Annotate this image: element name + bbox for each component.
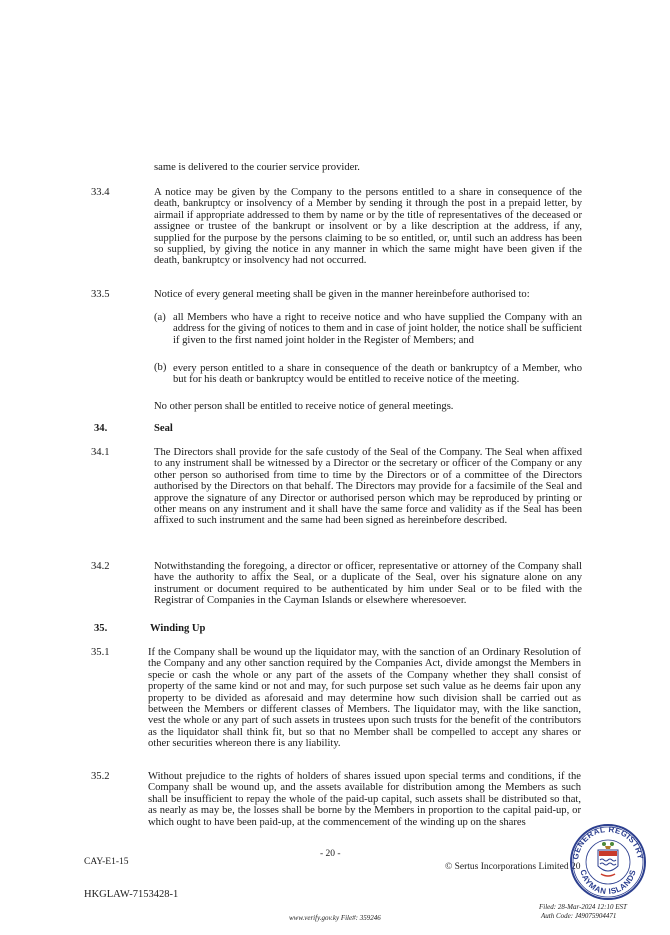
clause-35-2-text: Without prejudice to the rights of holders of shares issued upon special terms and conditions, if the Company shall be wound up, and the assets available for distribution among the Members as such shall be insufficient to repay the whole of the paid-up capital, such assets shall be distributed so that, as nearly as may be, the losses shall be borne by the Members in proportion to the capital paid-up, or which ought to have been paid-up, at the commencement of the winding up on the shares [148, 771, 581, 828]
clause-34-2-text: Notwithstanding the foregoing, a director or officer, representative or attorney of the Company shall have the authority to affix the Seal, or a duplicate of the Seal, over his signature alone on any instrument or document required to be authenticated by him under Seal or to be filed with the Registrar of Companies in the Cayman Islands or elsewhere wheresoever. [154, 561, 582, 607]
item-a-text: all Members who have a right to receive notice and who have supplied the Company with an address for the giving of notices to them and in case of joint holder, the notice shall be sufficient if given to the first named joint holder in the Register of Members; and [173, 312, 582, 346]
clause-number-34-2: 34.2 [91, 561, 110, 572]
item-b-label: (b) [154, 362, 167, 373]
verify-url: www.verify.gov.ky File#: 359246 [289, 914, 381, 922]
seal-top-text: GENERAL REGISTRY [571, 824, 645, 861]
section-number-35: 35. [94, 623, 108, 634]
auth-code: Auth Code: J49075904471 [541, 912, 617, 920]
clause-35-1-text: If the Company shall be wound up the liquidator may, with the sanction of an Ordinary Resolution of the Company and any other sanction required by the Companies Act, divide amongst the Members in specie or cash the whole or any part of the assets of the Company whether they shall consist of property of the same kind or not and may, for such purpose set such value as he deems fair upon any property to be divided as aforesaid and may determine how such division shall be carried out as between the Members or different classes of Members. The liquidator may, with the like sanction, vest the whole or any part of such assets in trustees upon such trusts for the benefit of the contributors as the liquidator shall think fit, but so that no Member shall be compelled to accept any shares or other securities whereon there is any liability. [148, 647, 581, 750]
section-title-winding-up: Winding Up [150, 623, 206, 634]
clause-number-33-4: 33.4 [91, 187, 110, 198]
clause-number-34-1: 34.1 [91, 447, 110, 458]
document-reference: HKGLAW-7153428-1 [84, 889, 179, 900]
clause-33-5-text: Notice of every general meeting shall be given in the manner hereinbefore authorised to: [154, 289, 530, 300]
seal-bottom-text: CAYMAN ISLANDS [578, 868, 638, 897]
section-number-34: 34. [94, 423, 108, 434]
clause-number-33-5: 33.5 [91, 289, 110, 300]
clause-number-35-2: 35.2 [91, 771, 110, 782]
item-a-label: (a) [154, 312, 166, 323]
item-b-text: every person entitled to a share in consequence of the death or bankruptcy of a Member, who but for his death or bankruptcy would be entitled to receive notice of the meeting. [173, 363, 582, 386]
document-code: CAY-E1-15 [84, 857, 129, 867]
clause-33-5-closing: No other person shall be entitled to receive notice of general meetings. [154, 401, 454, 412]
copyright-notice: © Sertus Incorporations Limited 20 [445, 862, 581, 872]
section-title-seal: Seal [154, 423, 173, 434]
carryover-text: same is delivered to the courier service provider. [154, 162, 360, 173]
clause-number-35-1: 35.1 [91, 647, 110, 658]
clause-33-4-text: A notice may be given by the Company to the persons entitled to a share in consequence of the death, bankruptcy or insolvency of a Member by sending it through the post in a prepaid letter, by airmail if appropriate addressed to them by name or by the title of representatives of the deceased or assignee or trustee of the bankrupt or insolvent or by a like description at the address, if any, supplied for the purpose by the persons claiming to be so entitled, or, until such an address has been so supplied, by giving the notice in any manner in which the same might have been given if the death, bankruptcy or insolvency had not occurred. [154, 187, 582, 267]
filed-stamp: Filed: 28-Mar-2024 12:10 EST [539, 903, 627, 911]
page-number: - 20 - [320, 849, 341, 859]
clause-34-1-text: The Directors shall provide for the safe custody of the Seal of the Company. The Seal when affixed to any instrument shall be witnessed by a Director or the secretary or officer of the Company or any other person so authorised from time to time by the Directors or of a committee of the Directors authorised by the Directors on that behalf. The Directors may provide for a facsimile of the Seal and approve the signature of any Director or authorised person which may be reproduced by printing or other means on any instrument and it shall have the same force and validity as if the Seal has been affixed to such instrument and the same had been signed as hereinbefore described. [154, 447, 582, 527]
general-registry-seal-icon [565, 822, 651, 902]
